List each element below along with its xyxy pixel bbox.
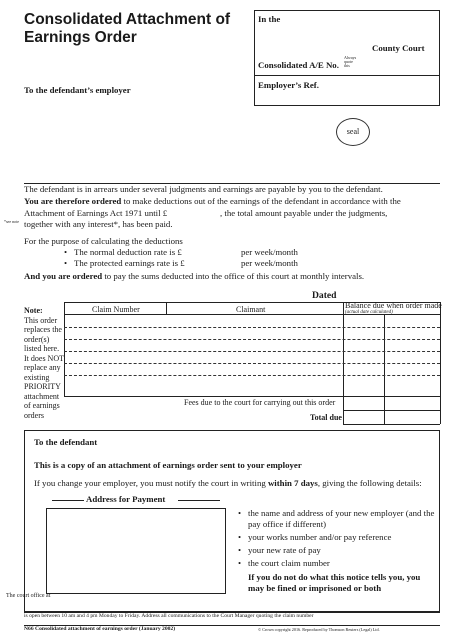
- col-claimant: Claimant: [236, 305, 266, 314]
- bullet-works-number: your works number and/or pay reference: [248, 532, 392, 542]
- court-office-at: The court office at: [6, 593, 51, 599]
- see-note-margin: *see note: [4, 219, 19, 224]
- ndr-label: The normal deduction rate is £: [74, 247, 182, 257]
- change-post: , giving the following details:: [317, 478, 422, 488]
- copyright: © Crown copyright 2016. Reproduced by Thomson Reuters (Legal) Ltd.: [258, 627, 380, 632]
- col-claim-number: Claim Number: [92, 305, 140, 314]
- per-label: The protected earnings rate is £: [74, 258, 185, 268]
- warning-text: If you do not do what this notice tells you, you may be fined or imprisoned or both: [248, 572, 421, 593]
- change-pre: If you change your employer, you must notify the court in writing: [34, 478, 266, 488]
- per-unit: per week/month: [241, 258, 298, 268]
- address-for-payment-box: [46, 508, 226, 594]
- change-employer-line: [34, 478, 422, 488]
- address-heading: Address for Payment: [86, 494, 166, 504]
- consolidated-no-label: Consolidated A/E No.: [258, 60, 339, 70]
- details-list: [248, 508, 438, 569]
- bullet-new-employer: the name and address of your new employer (and the pay office if different): [248, 508, 435, 529]
- act-line: Attachment of Earnings Act 1971 until £: [24, 208, 168, 218]
- bullet-claim-number: the court claim number: [248, 558, 330, 568]
- bullet-rate-of-pay: your new rate of pay: [248, 545, 321, 555]
- in-the-label: In the: [258, 14, 281, 24]
- employers-ref-label: Employer’s Ref.: [258, 80, 319, 90]
- ordered-pay-rest: to pay the sums deducted into the office of this court at monthly intervals.: [104, 271, 365, 281]
- arrears-paragraph: The defendant is in arrears under several judgments and earnings are payable by you to the defendant.: [24, 184, 383, 194]
- ordered-rest: to make deductions out of the earnings of the defendant in accordance with the: [123, 196, 401, 206]
- interest-line: together with any interest*, has been paid.: [24, 219, 173, 229]
- address-rule-right: [178, 500, 220, 501]
- purpose-line: For the purpose of calculating the deductions: [24, 236, 183, 246]
- act-line-end: , the total amount payable under the judgments,: [220, 208, 388, 218]
- ordered-bold: You are therefore ordered: [24, 196, 122, 206]
- form-title: Consolidated Attachment of Earnings Order: [24, 11, 231, 46]
- note-title: Note:: [24, 306, 43, 315]
- opening-hours: is open between 10 am and 4 pm Monday to Friday. Address all communications to the Court Manager quoting the claim number: [24, 613, 314, 619]
- ndr-unit: per week/month: [241, 247, 298, 257]
- col-balance: Balance due when order made: [345, 301, 442, 310]
- court-seal: seal: [336, 118, 370, 146]
- county-court-label: County Court: [372, 43, 425, 53]
- to-employer-label: To the defendant’s employer: [24, 85, 131, 95]
- ordered-pay-bold: And you are ordered: [24, 271, 103, 281]
- always-quote-note: Always quote this: [344, 55, 357, 68]
- address-rule-left: [52, 500, 84, 501]
- dated-label: Dated: [312, 290, 337, 301]
- note-text: This order replaces the order(s) listed here. It does NOT replace any existing PRIORITY attachment of earnings orders: [24, 315, 64, 420]
- col-balance-sub: (actual date calculated): [345, 310, 393, 315]
- change-bold: within 7 days: [267, 478, 318, 488]
- to-defendant-heading: To the defendant: [34, 437, 98, 447]
- fees-label: Fees due to the court for carrying out this order: [184, 398, 336, 407]
- total-due-label: Total due: [310, 413, 342, 422]
- form-id: N66 Consolidated attachment of earnings order (January 2002): [24, 626, 176, 632]
- copy-notice: This is a copy of an attachment of earnings order sent to your employer: [34, 460, 302, 470]
